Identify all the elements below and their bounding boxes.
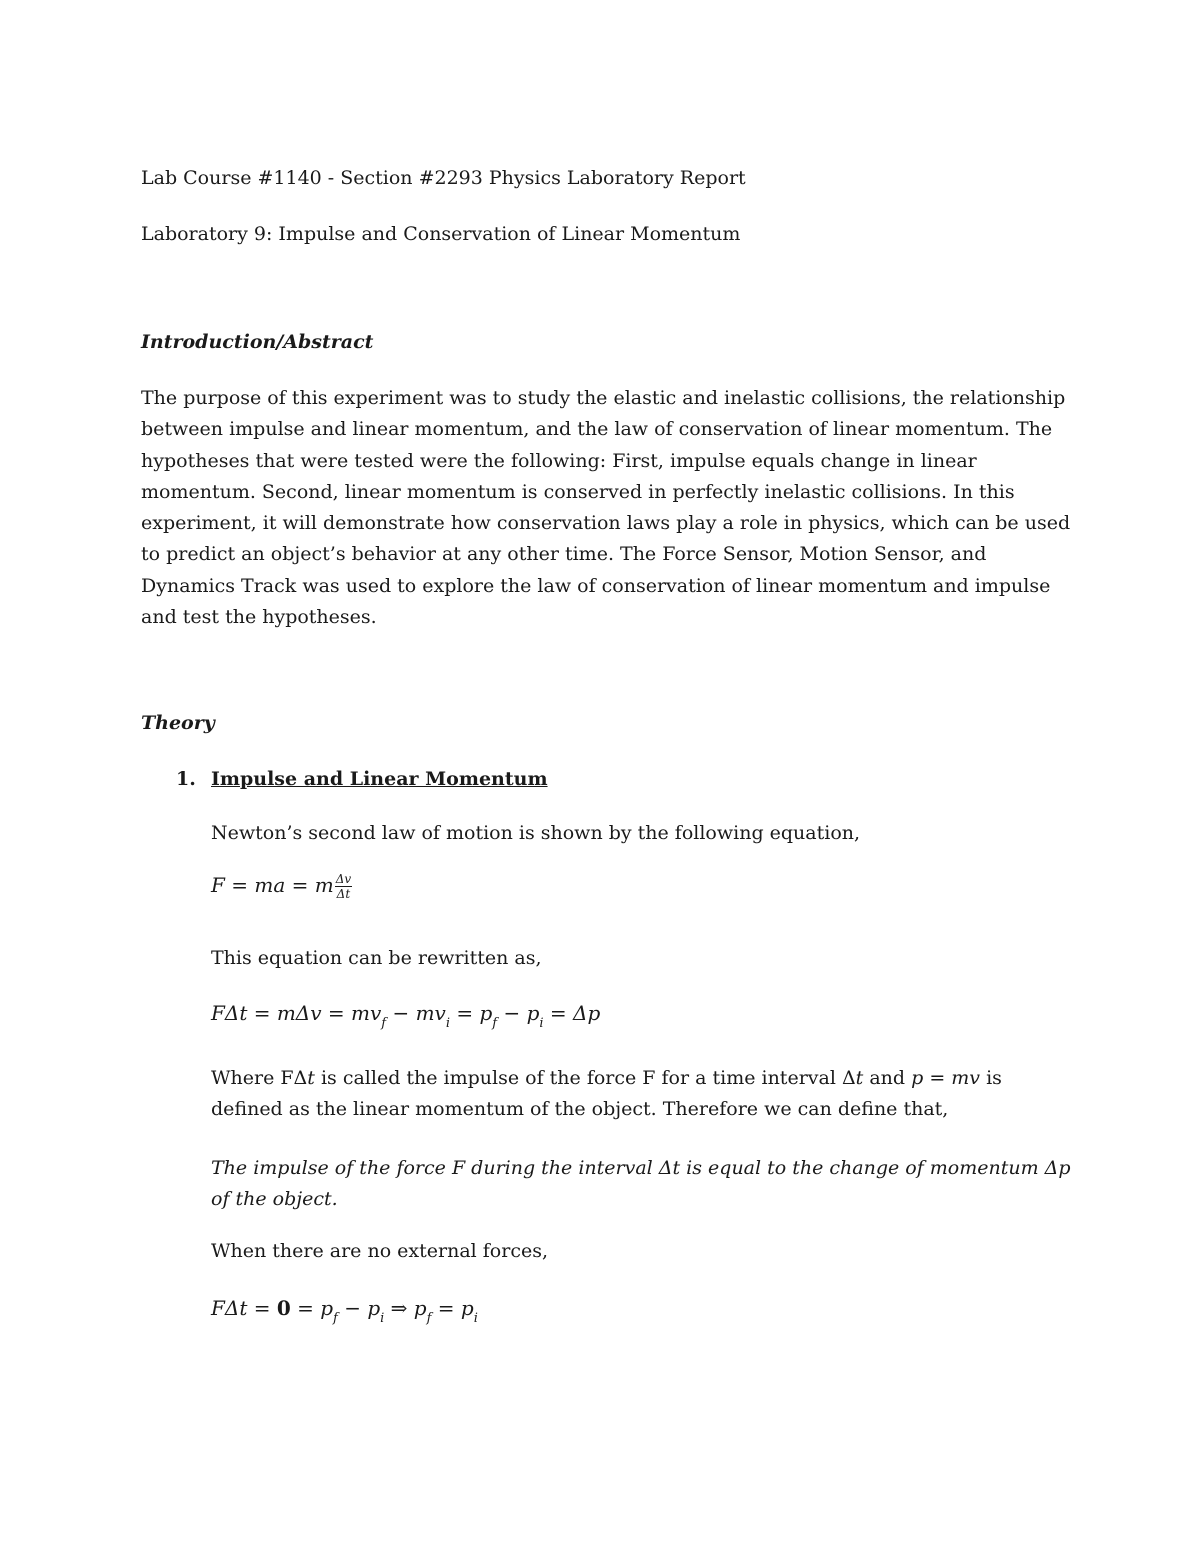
intro-line: momentum. Second, linear momentum is conserved in perfectly inelastic collisions. In this [141, 480, 1015, 503]
eq1-denominator: Δt [336, 887, 351, 901]
eq2-subscript: i [539, 1016, 544, 1031]
eq1-numerator: Δv [335, 872, 352, 886]
section-number: 1. [176, 768, 196, 790]
equation-impulse-momentum [211, 1001, 600, 1031]
intro-line: to predict an object’s behavior at any other time. The Force Sensor, Motion Sensor, and [141, 543, 987, 566]
impulse-statement [211, 1153, 1071, 1215]
eq3-zero: 0 [276, 1296, 291, 1320]
eq3-part: FΔt = [211, 1296, 277, 1320]
eq3-subscript: f [426, 1311, 432, 1326]
rewritten-text: This equation can be rewritten as, [211, 947, 542, 969]
statement-line: The impulse of the force F during the interval Δt is equal to the change of momentum Δp [211, 1157, 1071, 1179]
eq2-part: = p [450, 1001, 493, 1025]
intro-line: experiment, it will demonstrate how conservation laws play a role in physics, which can be used [141, 512, 1071, 535]
eq3-part: = p [431, 1296, 474, 1320]
intro-heading: Introduction/Abstract [141, 331, 374, 353]
where-text: and [863, 1067, 912, 1089]
where-text: is called the impulse of the force F for a time interval Δ [314, 1067, 856, 1089]
eq3-subscript: f [333, 1311, 338, 1326]
theory-heading: Theory [141, 712, 215, 734]
eq2-subscript: i [445, 1016, 451, 1031]
equation-conservation [211, 1296, 478, 1326]
eq2-part: FΔt = mΔv = mv [211, 1001, 382, 1025]
eq1-fraction [335, 872, 352, 901]
section-title: Impulse and Linear Momentum [211, 768, 548, 790]
intro-paragraph [141, 383, 1071, 633]
eq3-part: = p [290, 1296, 334, 1320]
eq2-part: − p [497, 1001, 540, 1025]
statement-line: of the object. [211, 1188, 338, 1210]
where-line-2: defined as the linear momentum of the object. Therefore we can define that, [211, 1098, 949, 1120]
where-line-1 [211, 1066, 1002, 1090]
intro-line: The purpose of this experiment was to study the elastic and inelastic collisions, the relationship [141, 387, 1066, 409]
eq3-part: − p [337, 1296, 381, 1320]
intro-line: Dynamics Track was used to explore the law of conservation of linear momentum and impulse [141, 574, 1051, 597]
eq3-subscript: i [473, 1311, 478, 1326]
eq2-part: − mv [386, 1001, 446, 1025]
eq3-subscript: i [380, 1311, 385, 1326]
course-line: Lab Course #1140 - Section #2293 Physics Laboratory Report [141, 167, 746, 189]
intro-line: and test the hypotheses. [141, 606, 377, 629]
equation-newton-second-law [211, 872, 352, 901]
no-external-forces-text: When there are no external forces, [211, 1240, 549, 1262]
eq3-part: ⇒ p [384, 1296, 427, 1320]
where-text: is [980, 1067, 1002, 1089]
where-math: t [307, 1067, 315, 1089]
eq2-subscript: f [381, 1016, 387, 1031]
where-math: t [855, 1067, 864, 1089]
where-text: Where FΔ [211, 1067, 308, 1089]
intro-line: between impulse and linear momentum, and the law of conservation of linear momentum. The [141, 418, 1053, 441]
lab-title: Laboratory 9: Impulse and Conservation of Linear Momentum [141, 223, 741, 245]
intro-line: hypotheses that were tested were the following: First, impulse equals change in linear [141, 449, 977, 472]
newton-text: Newton’s second law of motion is shown by the following equation, [211, 822, 861, 844]
eq2-part: = Δp [543, 1001, 601, 1025]
eq1-lhs: F = ma = m [211, 873, 334, 897]
eq2-subscript: f [492, 1016, 498, 1031]
where-math: p = mv [911, 1067, 981, 1089]
